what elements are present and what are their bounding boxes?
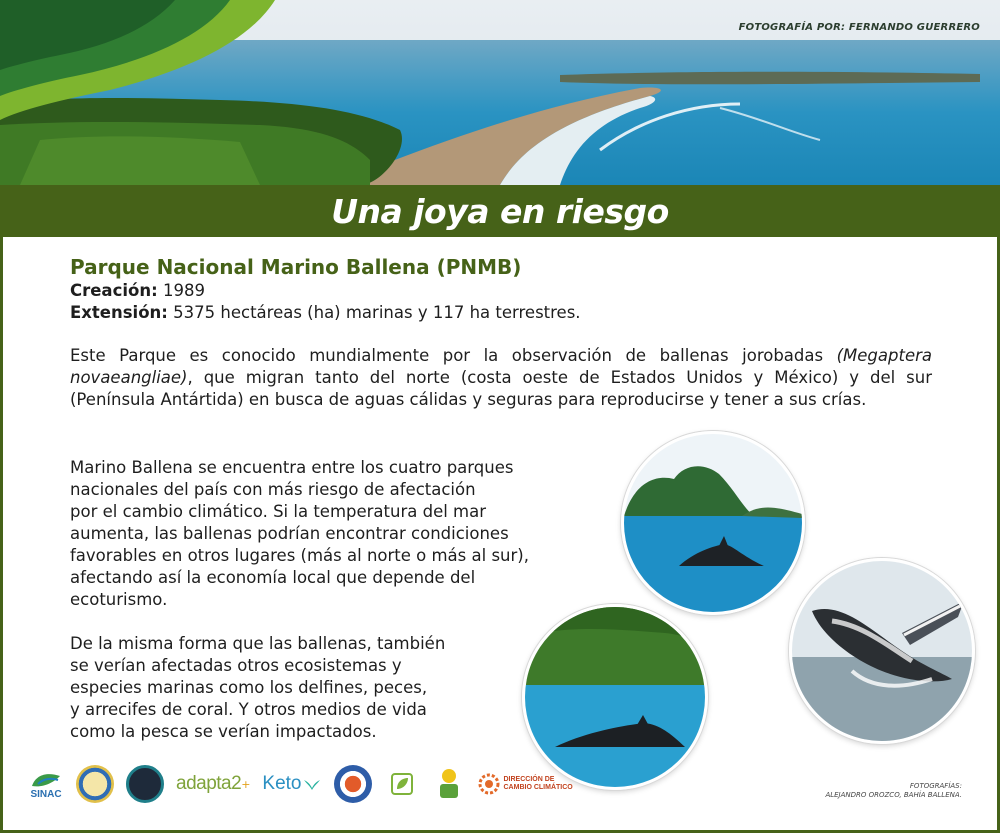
mascot-logo [432, 765, 466, 803]
park-title: Parque Nacional Marino Ballena (PNMB) [70, 255, 522, 279]
paragraph-migration [70, 345, 932, 411]
creation-value: 1989 [157, 281, 205, 300]
sun-icon [478, 773, 500, 795]
sinac-logo [28, 770, 64, 799]
p3-line: especies marinas como los delfines, peces, [70, 678, 428, 697]
banner-title: Una joya en riesgo [331, 191, 669, 231]
keto-logo [262, 773, 321, 795]
p2-line: aumenta, las ballenas podrían encontrar condiciones [70, 524, 509, 543]
extension-label: Extensión: [70, 303, 168, 322]
climate-change-label [504, 776, 573, 792]
species-name: (Megaptera novaeangliae) [70, 346, 932, 387]
extension-line [70, 302, 581, 324]
creation-label: Creación: [70, 281, 158, 300]
photo-credit-names: ALEJANDRO OROZCO, BAHÍA BALLENA. [825, 791, 962, 799]
mascot-icon [434, 766, 464, 802]
sinac-leaf-icon [28, 770, 64, 790]
p3-line: como la pesca se verían impactados. [70, 722, 377, 741]
p3-line: De la misma forma que las ballenas, también [70, 634, 446, 653]
dcc-line: DIRECCIÓN DE [503, 776, 555, 783]
paragraph-climate-risk [70, 457, 630, 611]
whale-tail-icon [302, 776, 322, 792]
extension-value: 5375 hectáreas (ha) marinas y 117 ha terrestres. [167, 303, 581, 322]
photo-label: FOTOGRAFÍAS: [909, 782, 962, 790]
p2-line: nacionales del país con más riesgo de afectación [70, 480, 476, 499]
emblem-logo [334, 765, 372, 803]
marine-park-logo [126, 765, 164, 803]
climate-change-logo [478, 773, 573, 795]
p2-line: Marino Ballena se encuentra entre los cuatro parques [70, 458, 514, 477]
p1-text: Este Parque es conocido mundialmente por la observación de ballenas jorobadas [70, 346, 837, 365]
p2-line: afectando así la economía local que depende del [70, 568, 476, 587]
seal-logo [76, 765, 114, 803]
keto-label: Keto [262, 773, 302, 794]
small-logo [384, 766, 420, 802]
dcc-line: CAMBIO CLIMÁTICO [503, 784, 573, 791]
p2-line: favorables en otros lugares (más al norte o más al sur), [70, 546, 529, 565]
title-banner [0, 185, 1000, 237]
adapta-sup: + [241, 777, 251, 791]
paragraph-ecosystems [70, 633, 530, 743]
park-facts [70, 280, 581, 324]
p2-line: ecoturismo. [70, 590, 168, 609]
breaching-whale-photo [789, 558, 975, 744]
partner-logos [28, 763, 573, 805]
p3-line: se verían afectadas otros ecosistemas y [70, 656, 402, 675]
sinac-label: SINAC [30, 788, 62, 800]
p2-line: por el cambio climático. Si la temperatura del mar [70, 502, 487, 521]
p1-text-end: , que migran tanto del norte (costa oeste de Estados Unidos y México) y del sur (Península Antártida) en busca de aguas cálidas y seguras para reproducirse y tener a sus crías. [70, 368, 932, 409]
adapta-logo [176, 773, 250, 795]
p3-line: y arrecifes de coral. Y otros medios de vida [70, 700, 427, 719]
photo-credits-footer [825, 782, 962, 800]
photo-credit: FOTOGRAFÍA POR: FERNANDO GUERRERO [738, 22, 980, 33]
adapta-label: adapta2 [176, 773, 242, 794]
creation-line [70, 280, 581, 302]
leaf-icon [389, 771, 415, 797]
whale-island-photo [621, 431, 805, 615]
